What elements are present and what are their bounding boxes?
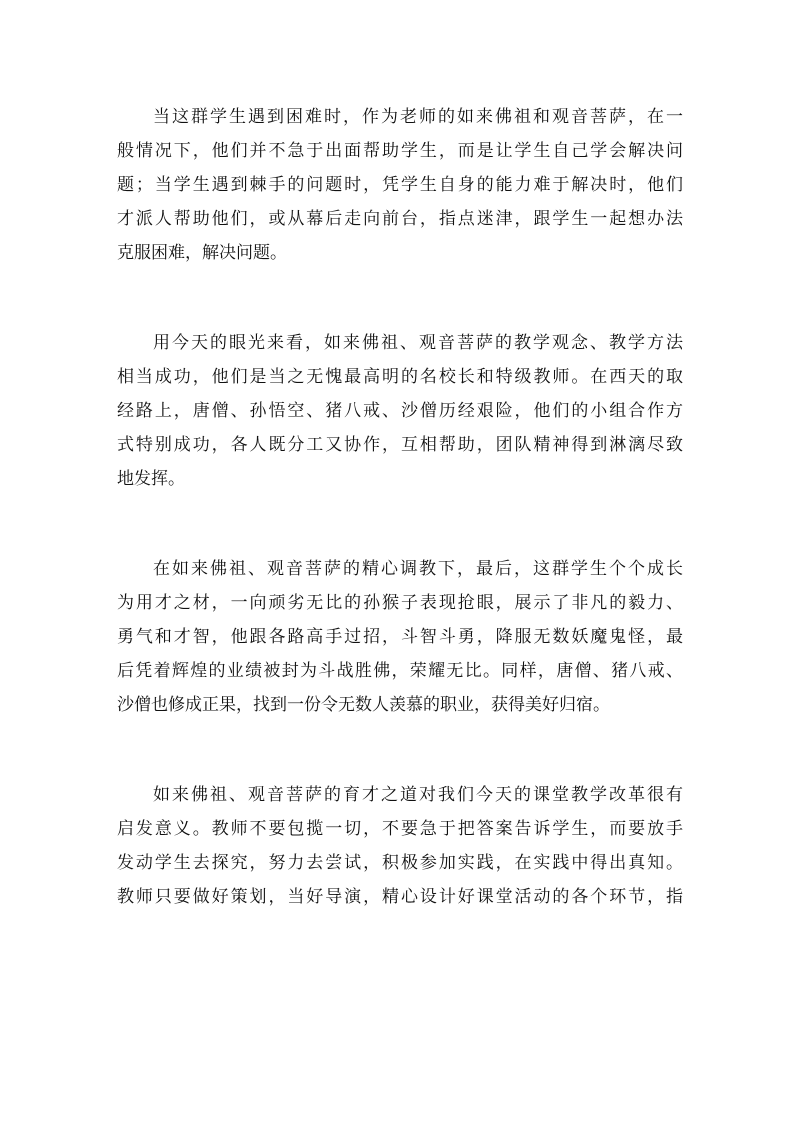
paragraph-2 (117, 326, 683, 496)
paragraph-line: 如来佛祖、观音菩萨的育才之道对我们今天的课堂教学改革很有 (153, 785, 683, 805)
paragraph-3 (117, 552, 683, 722)
paragraph-line: 在如来佛祖、观音菩萨的精心调教下，最后，这群学生个个成长 (153, 559, 683, 579)
paragraph-line: 用今天的眼光来看，如来佛祖、观音菩萨的教学观念、教学方法 (153, 333, 683, 353)
paragraph-line: 当这群学生遇到困难时，作为老师的如来佛祖和观音菩萨，在一 (153, 107, 683, 127)
paragraph-line: 勇气和才智，他跟各路高手过招，斗智斗勇，降服无数妖魔鬼怪，最 (117, 627, 683, 647)
paragraph-line: 式特别成功，各人既分工又协作，互相帮助，团队精神得到淋漓尽致 (117, 435, 683, 455)
paragraph-line: 题；当学生遇到棘手的问题时，凭学生自身的能力难于解决时，他们 (117, 175, 683, 195)
paragraph-1 (117, 100, 683, 270)
paragraph-line: 般情况下，他们并不急于出面帮助学生，而是让学生自己学会解决问 (117, 141, 683, 161)
paragraph-line: 克服困难，解决问题。 (117, 243, 287, 263)
paragraph-line: 地发挥。 (117, 469, 185, 489)
paragraph-line: 为用才之材，一向顽劣无比的孙猴子表现抢眼，展示了非凡的毅力、 (117, 593, 683, 613)
paragraph-line: 相当成功，他们是当之无愧最高明的名校长和特级教师。在西天的取 (117, 367, 683, 387)
paragraph-line: 经路上，唐僧、孙悟空、猪八戒、沙僧历经艰险，他们的小组合作方 (117, 401, 683, 421)
paragraph-line: 沙僧也修成正果，找到一份令无数人羡慕的职业，获得美好归宿。 (117, 695, 610, 715)
paragraph-line: 启发意义。教师不要包揽一切，不要急于把答案告诉学生，而要放手 (117, 819, 683, 839)
paragraph-4 (117, 778, 683, 914)
document-body (117, 100, 683, 970)
paragraph-line: 才派人帮助他们，或从幕后走向前台，指点迷津，跟学生一起想办法 (117, 209, 683, 229)
paragraph-line: 教师只要做好策划，当好导演，精心设计好课堂活动的各个环节，指 (117, 887, 683, 907)
paragraph-line: 发动学生去探究，努力去尝试，积极参加实践，在实践中得出真知。 (117, 853, 683, 873)
paragraph-line: 后凭着辉煌的业绩被封为斗战胜佛，荣耀无比。同样，唐僧、猪八戒、 (117, 661, 683, 681)
